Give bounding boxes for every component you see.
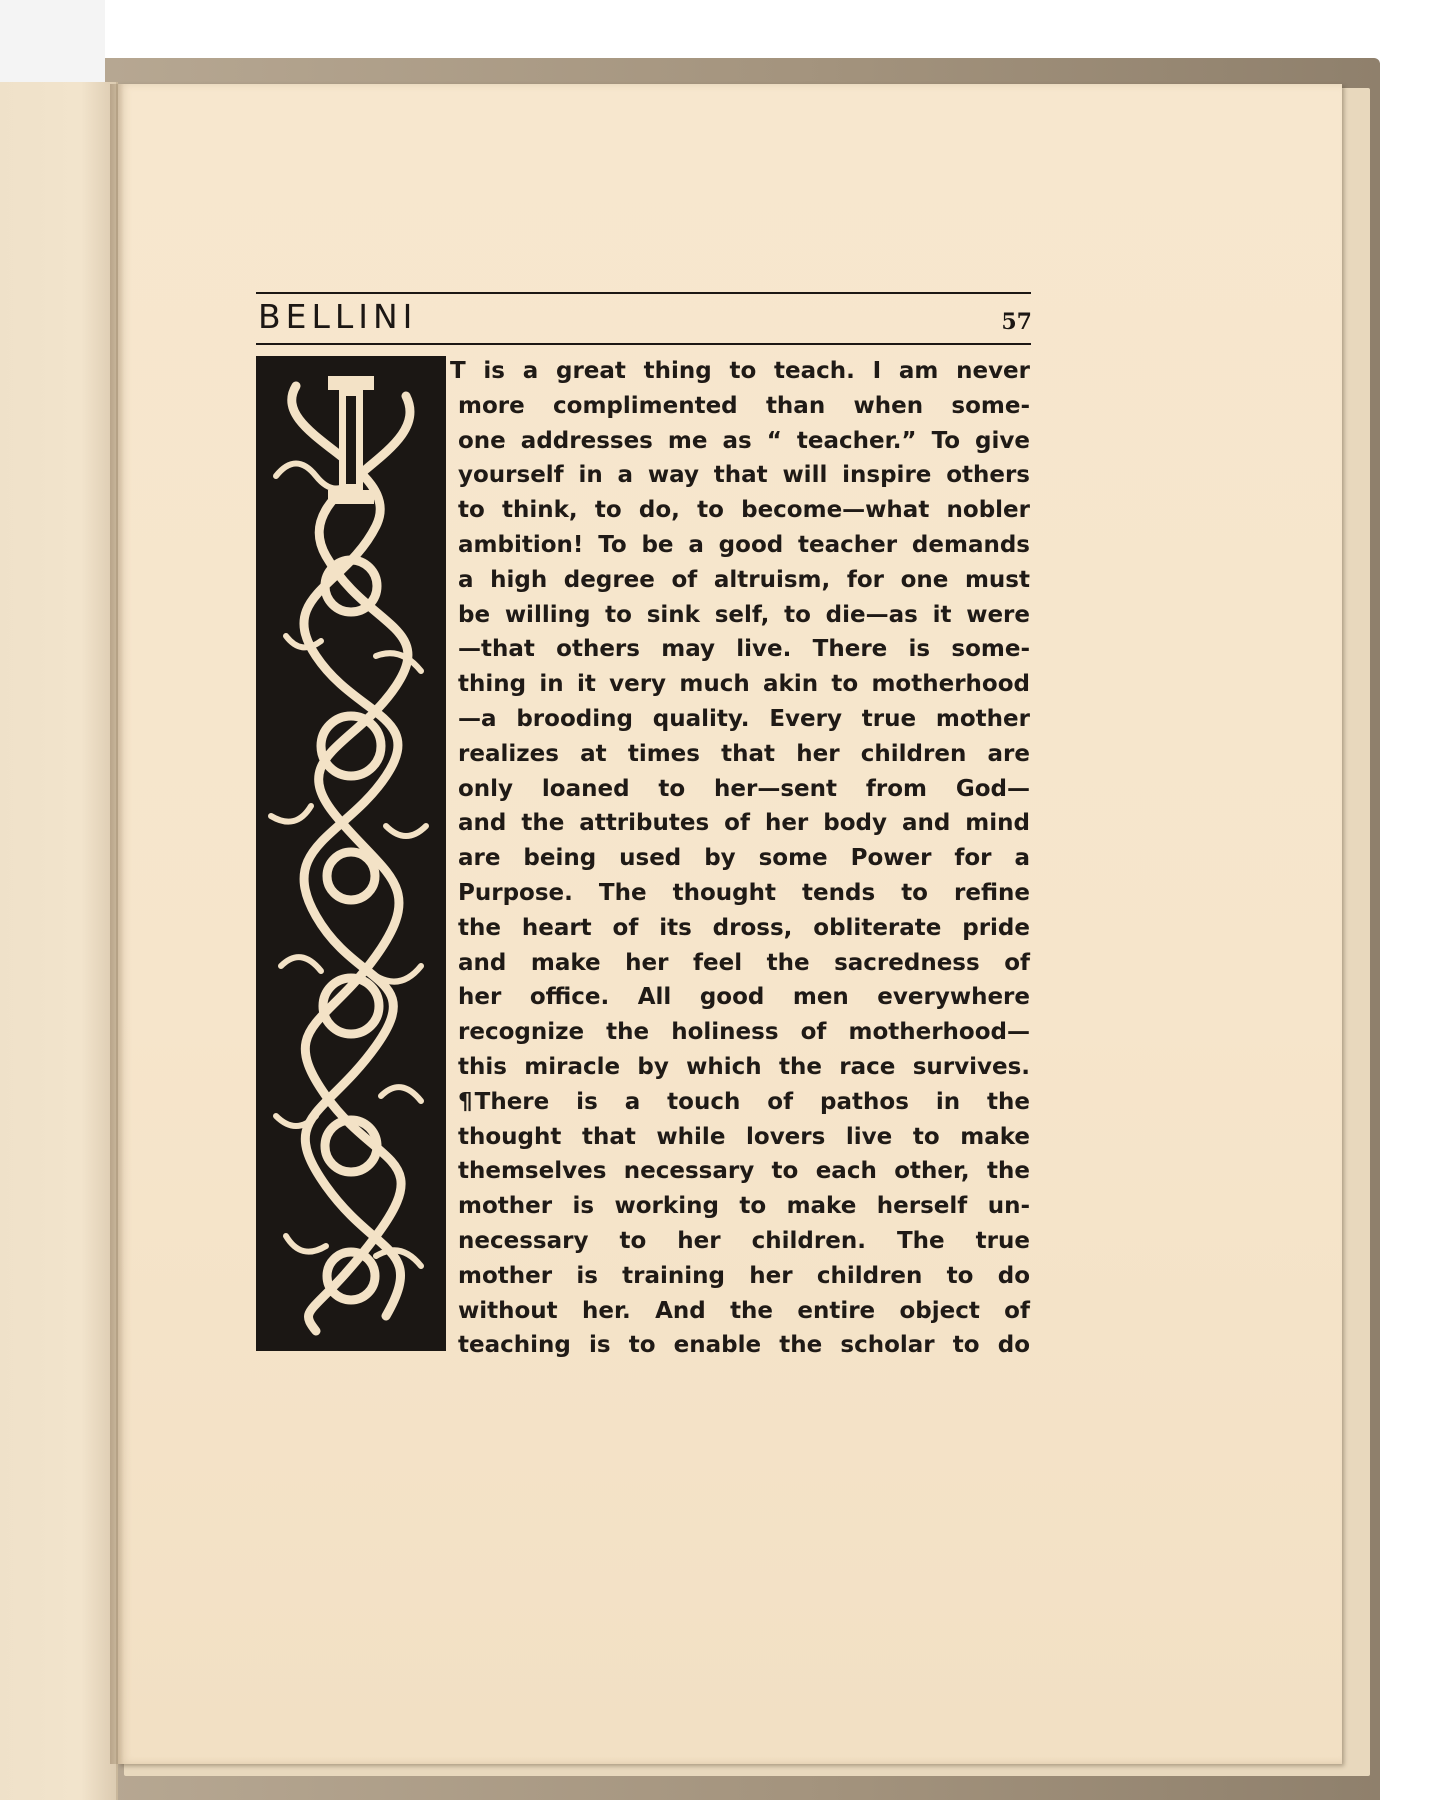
text-line: a high degree of altruism, for one must — [458, 566, 1030, 593]
text-line: realizes at times that her children are — [458, 740, 1030, 767]
text-line: themselves necessary to each other, the — [458, 1158, 1030, 1185]
text-line: are being used by some Power for a — [458, 845, 1030, 872]
left-page-edge — [0, 82, 118, 1800]
text-line: to think, to do, to become—what nobler — [458, 497, 1030, 524]
text-line-paragraph-start — [458, 1085, 1030, 1120]
text-line: her office. All good men everywhere — [458, 984, 1030, 1011]
text-line: necessary to her children. The true — [458, 1227, 1030, 1254]
pilcrow-icon: ¶ — [458, 1088, 473, 1115]
running-head: BELLINI — [258, 297, 418, 336]
text-line: —that others may live. There is some- — [458, 636, 1030, 663]
text-line: thing in it very much akin to motherhood — [458, 671, 1030, 698]
text-line: one addresses me as “ teacher.” To give — [458, 427, 1030, 454]
text-line: and the attributes of her body and mind — [458, 810, 1030, 837]
page-number: 57 — [1001, 309, 1032, 335]
body-text — [450, 354, 1030, 1363]
text-line: mother is training her children to do — [458, 1262, 1030, 1289]
text-line-content: There is a touch of pathos in the — [474, 1088, 1030, 1115]
gutter-shadow — [110, 84, 124, 1764]
background-corner — [0, 0, 105, 82]
text-line: and make her feel the sacredness of — [458, 949, 1030, 976]
text-line: only loaned to her—sent from God— — [458, 775, 1030, 802]
text-line: thought that while lovers live to make — [458, 1123, 1030, 1150]
text-line: this miracle by which the race survives. — [458, 1053, 1030, 1080]
text-line: be willing to sink self, to die—as it were — [458, 601, 1030, 628]
ornamental-initial — [256, 356, 446, 1351]
text-line: the heart of its dross, obliterate pride — [458, 914, 1030, 941]
text-line: without her. And the entire object of — [458, 1297, 1030, 1324]
vine-ornament-icon — [256, 356, 446, 1351]
text-line: more complimented than when some- — [458, 392, 1030, 419]
text-line: recognize the holiness of motherhood— — [458, 1019, 1030, 1046]
text-line: mother is working to make herself un- — [458, 1193, 1030, 1220]
text-line: T is a great thing to teach. I am never — [450, 358, 1030, 384]
text-line: teaching is to enable the scholar to do — [458, 1332, 1030, 1359]
text-line: yourself in a way that will inspire others — [458, 462, 1030, 489]
text-line: ambition! To be a good teacher demands — [458, 531, 1030, 558]
text-line: Purpose. The thought tends to refine — [458, 879, 1030, 906]
header-rule-bottom — [256, 343, 1031, 345]
text-line: —a brooding quality. Every true mother — [458, 705, 1030, 732]
